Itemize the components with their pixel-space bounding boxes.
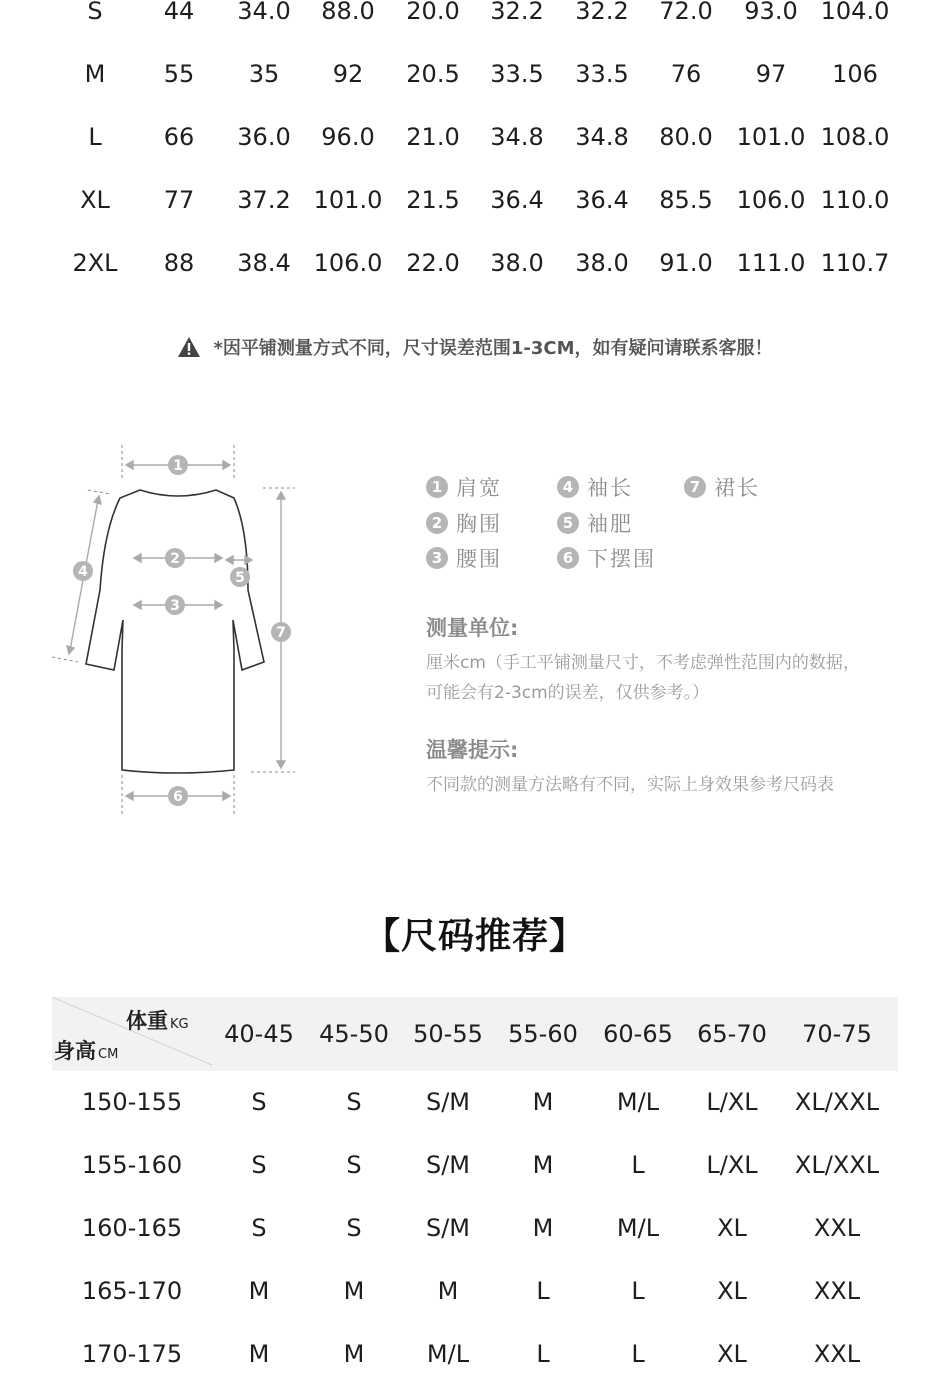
- height-range: 165-170: [81, 1277, 183, 1305]
- height-header: [54, 1035, 118, 1065]
- legend-item-sleeve-length: [557, 472, 633, 502]
- size-cell: 20.0: [406, 0, 460, 25]
- height-label: 身高: [54, 1039, 96, 1063]
- size-recommendation: M: [248, 1277, 270, 1305]
- size-recommendation: L/XL: [706, 1088, 758, 1116]
- size-cell: 66: [163, 123, 195, 151]
- height-range: 160-165: [81, 1214, 183, 1242]
- weight-range: 70-75: [802, 1020, 872, 1048]
- legend-item-dress-length: [684, 472, 760, 502]
- size-cell: 108.0: [820, 123, 890, 151]
- size-row-s: [52, 0, 898, 43]
- size-row-xl: [52, 169, 898, 232]
- size-recommendation: M: [532, 1214, 554, 1242]
- dress-shape: [86, 490, 264, 773]
- size-cell: 36.0: [237, 123, 291, 151]
- size-recommendation: S: [251, 1088, 267, 1116]
- recommendation-header: [52, 997, 898, 1071]
- size-cell: 91.0: [659, 249, 713, 277]
- weight-range: 45-50: [319, 1020, 389, 1048]
- size-recommendation: XL: [717, 1340, 747, 1368]
- legend-item-shoulder: [426, 472, 502, 502]
- size-cell: 93.0: [744, 0, 798, 25]
- height-range: 155-160: [81, 1151, 183, 1179]
- size-recommendation: XL: [717, 1277, 747, 1305]
- recommendation-row: [52, 1134, 898, 1197]
- height-range: 150-155: [81, 1088, 183, 1116]
- size-recommendation: S/M: [425, 1088, 471, 1116]
- measure-unit-line2: 可能会有2-3cm的误差，仅供参考。）: [426, 683, 710, 703]
- size-cell: 101.0: [313, 186, 383, 214]
- size-recommendation: L: [536, 1277, 550, 1305]
- size-recommendation: M/L: [616, 1088, 660, 1116]
- size-recommendation: M: [343, 1340, 365, 1368]
- legend-item-hem: [557, 543, 656, 573]
- tips-text: 不同款的测量方法略有不同，实际上身效果参考尺码表: [426, 775, 834, 795]
- marker-6-label: 6: [173, 789, 183, 805]
- size-recommendation: S: [346, 1151, 362, 1179]
- measure-unit-block: [426, 612, 926, 708]
- marker-4-label: 4: [78, 564, 88, 580]
- size-cell: 32.2: [490, 0, 544, 25]
- size-row-m: [52, 43, 898, 106]
- legend-number: 1: [426, 476, 448, 498]
- size-row-2xl: [52, 232, 898, 295]
- size-recommendation: L: [536, 1340, 550, 1368]
- size-cell: M: [84, 60, 106, 88]
- marker-7-label: 7: [276, 625, 286, 641]
- size-recommendation: S/M: [425, 1151, 471, 1179]
- legend-number: 4: [557, 476, 579, 498]
- size-cell: S: [87, 0, 103, 25]
- size-cell: 110.0: [820, 186, 890, 214]
- size-cell: 55: [163, 60, 195, 88]
- dress-outline: [48, 440, 308, 820]
- size-recommendation: XL/XXL: [794, 1151, 880, 1179]
- measure-unit-line1: 厘米cm（手工平铺测量尺寸，不考虑弹性范围内的数据，: [426, 653, 860, 673]
- size-cell: 85.5: [659, 186, 713, 214]
- legend-number: 5: [557, 512, 579, 534]
- size-cell: 36.4: [575, 186, 629, 214]
- size-cell: 2XL: [72, 249, 118, 277]
- size-recommendation: L: [631, 1277, 645, 1305]
- legend-item-sleeve-width: [557, 508, 633, 538]
- size-cell: 76: [670, 60, 702, 88]
- recommendation-title: 【尺码推荐】: [363, 916, 586, 957]
- size-recommendation: M/L: [426, 1340, 470, 1368]
- legend-label: 裙长: [714, 476, 760, 500]
- legend-number: 3: [426, 547, 448, 569]
- size-recommendation: M: [248, 1340, 270, 1368]
- legend-number: 2: [426, 512, 448, 534]
- marker-2-label: 2: [170, 551, 180, 567]
- recommendation-row: [52, 1197, 898, 1260]
- legend-label: 肩宽: [456, 476, 502, 500]
- legend-label: 袖肥: [587, 512, 633, 536]
- measurement-notice: [0, 334, 950, 360]
- marker-1-label: 1: [173, 458, 183, 474]
- size-cell: 110.7: [820, 249, 890, 277]
- size-cell: 80.0: [659, 123, 713, 151]
- legend-item-waist: [426, 543, 502, 573]
- size-recommendation: XXL: [813, 1340, 861, 1368]
- size-row-l: [52, 106, 898, 169]
- size-cell: 38.0: [490, 249, 544, 277]
- size-cell: 72.0: [659, 0, 713, 25]
- weight-range: 60-65: [603, 1020, 673, 1048]
- size-cell: 97: [755, 60, 787, 88]
- marker-3-label: 3: [170, 598, 180, 614]
- size-recommendation: XL/XXL: [794, 1088, 880, 1116]
- size-recommendation: S: [251, 1151, 267, 1179]
- size-recommendation: M: [343, 1277, 365, 1305]
- marker-5-label: 5: [235, 570, 245, 586]
- size-recommendation: M: [437, 1277, 459, 1305]
- notice-text: *因平铺测量方式不同，尺寸误差范围1-3CM，如有疑问请联系客服！: [213, 338, 773, 359]
- legend-number: 7: [684, 476, 706, 498]
- size-recommendation: XL: [717, 1214, 747, 1242]
- size-cell: 38.4: [237, 249, 291, 277]
- size-cell: 21.5: [406, 186, 460, 214]
- size-recommendation: M: [532, 1088, 554, 1116]
- size-cell: 88.0: [321, 0, 375, 25]
- size-cell: 77: [163, 186, 195, 214]
- size-cell: 34.8: [490, 123, 544, 151]
- tips-title: 温馨提示:: [426, 738, 519, 762]
- weight-header: [126, 1005, 189, 1035]
- size-cell: 22.0: [406, 249, 460, 277]
- legend-label: 袖长: [587, 476, 633, 500]
- dress-diagram: [48, 440, 308, 820]
- size-cell: 106.0: [736, 186, 806, 214]
- size-cell: 106.0: [313, 249, 383, 277]
- size-cell: 33.5: [490, 60, 544, 88]
- size-cell: 88: [163, 249, 195, 277]
- size-recommendation: S/M: [425, 1214, 471, 1242]
- size-cell: 44: [163, 0, 195, 25]
- legend-number: 6: [557, 547, 579, 569]
- size-cell: 104.0: [820, 0, 890, 25]
- size-cell: 20.5: [406, 60, 460, 88]
- size-recommendation: L/XL: [706, 1151, 758, 1179]
- size-table: [52, 0, 898, 295]
- size-recommendation: XXL: [813, 1214, 861, 1242]
- size-cell: 96.0: [321, 123, 375, 151]
- size-cell: 106: [832, 60, 878, 88]
- weight-label: 体重: [126, 1009, 168, 1033]
- size-recommendation: L: [631, 1340, 645, 1368]
- recommendation-row: [52, 1323, 898, 1386]
- size-recommendation: S: [346, 1214, 362, 1242]
- weight-range: 65-70: [697, 1020, 767, 1048]
- size-cell: 34.8: [575, 123, 629, 151]
- legend-item-chest: [426, 508, 502, 538]
- size-cell: 34.0: [237, 0, 291, 25]
- header-corner: [52, 997, 212, 1071]
- size-cell: 33.5: [575, 60, 629, 88]
- weight-range: 55-60: [508, 1020, 578, 1048]
- size-cell: 111.0: [736, 249, 806, 277]
- size-cell: 35: [248, 60, 280, 88]
- recommendation-row: [52, 1071, 898, 1134]
- recommendation-row: [52, 1260, 898, 1323]
- size-recommendation: M: [532, 1151, 554, 1179]
- recommendation-table: [52, 997, 898, 1386]
- size-recommendation: XXL: [813, 1277, 861, 1305]
- size-cell: L: [88, 123, 102, 151]
- measure-unit-title: 测量单位:: [426, 616, 519, 640]
- size-cell: 101.0: [736, 123, 806, 151]
- size-recommendation: S: [251, 1214, 267, 1242]
- legend-label: 腰围: [456, 547, 502, 571]
- height-unit: CM: [98, 1047, 119, 1062]
- size-cell: 32.2: [575, 0, 629, 25]
- size-cell: 21.0: [406, 123, 460, 151]
- size-recommendation: M/L: [616, 1214, 660, 1242]
- legend-label: 胸围: [456, 512, 502, 536]
- weight-range: 40-45: [224, 1020, 294, 1048]
- weight-unit: KG: [170, 1017, 189, 1032]
- size-cell: 38.0: [575, 249, 629, 277]
- size-recommendation: S: [346, 1088, 362, 1116]
- size-cell: 92: [332, 60, 364, 88]
- size-cell: 36.4: [490, 186, 544, 214]
- size-cell: 37.2: [237, 186, 291, 214]
- legend-label: 下摆围: [587, 547, 656, 571]
- size-recommendation: L: [631, 1151, 645, 1179]
- height-range: 170-175: [81, 1340, 183, 1368]
- weight-range: 50-55: [413, 1020, 483, 1048]
- size-cell: XL: [80, 186, 110, 214]
- warning-icon: [177, 336, 201, 358]
- tips-block: [426, 734, 926, 800]
